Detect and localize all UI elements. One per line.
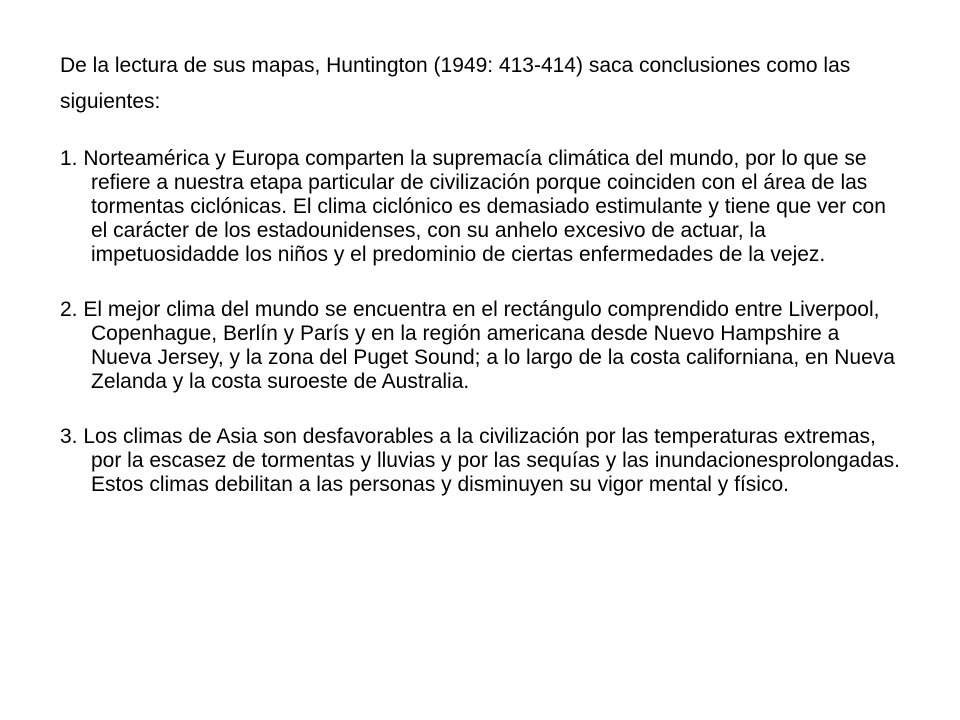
intro-paragraph: De la lectura de sus mapas, Huntington (1949: 413-414) saca conclusiones como las xyxy=(60,54,851,77)
intro-continuation: siguientes: xyxy=(60,90,161,113)
spacer xyxy=(60,394,905,425)
list-item-2: 2. El mejor clima del mundo se encuentra en el rectángulo comprendido entre Liverpool, Copenhague, Berlín y París y en la región americana desde Nuevo Hampshire a Nueva Jersey, y la zona del Puget Sound; a lo largo de la costa californiana, en Nueva Zelanda y la costa suroeste de Australia. xyxy=(60,298,895,393)
spacer xyxy=(60,78,905,90)
spacer xyxy=(60,114,905,147)
list-item-3: 3. Los climas de Asia son desfavorables a la civilización por las temperaturas extremas, por la escasez de tormentas y lluvias y por las sequías y las inundacionesprolongadas. Estos climas debilitan a las personas y disminuyen su vigor mental y físico. xyxy=(60,425,900,496)
list-item-1: 1. Norteamérica y Europa comparten la supremacía climática del mundo, por lo que se refiere a nuestra etapa particular de civilización porque coinciden con el área de las tormentas ciclónicas. El clima ciclónico es demasiado estimulante y tiene que ver con el carácter de los estadounidenses, con su anhelo excesivo de actuar, la impetuosidadde los niños y el predominio de ciertas enfermedades de la vejez. xyxy=(60,147,886,266)
spacer xyxy=(60,267,905,298)
text-block xyxy=(60,54,905,497)
